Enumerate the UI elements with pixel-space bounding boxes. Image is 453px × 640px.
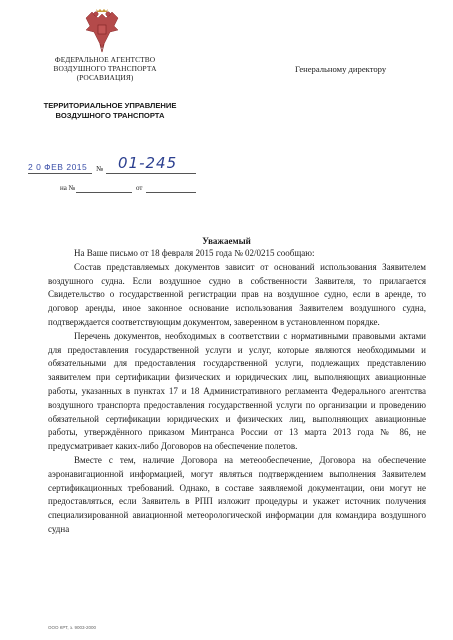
paragraph-documents: Состав представляемых документов зависит от оснований использования Заявителем воздушного судна. Если воздушное судно в собственности Заявителя, то прилагается Свидетельство о государственной регистрации прав на воздушное судно, если в аренде, то договор аренды, иное законное основание использования Заявителем воздушного судна, подтверждается соответствующим документом, заверенном в установленном порядке. — [48, 261, 426, 327]
greeting: Уважаемый — [202, 236, 251, 246]
territorial-line-2: ВОЗДУШНОГО ТРАНСПОРТА — [55, 111, 165, 120]
territorial-line-1: ТЕРРИТОРИАЛЬНОЕ УПРАВЛЕНИЕ — [43, 101, 177, 110]
number-underline — [106, 173, 196, 174]
territorial-department — [30, 101, 190, 121]
handwritten-outgoing-number: 01-245 — [118, 154, 178, 172]
date-underline — [28, 173, 92, 174]
letter-body — [48, 247, 426, 537]
reply-to-underline — [76, 192, 132, 193]
paragraph-list: Перечень документов, необходимых в соответствии с нормативными правовыми актами для предоставления государственной услуги и услуг, которые являются необходимыми и обязательными для предоставления государственной услуги, подлежащих представлению заявителем при сертификации физических и юридических лиц, выполняющих авиационные работы, указанных в пунктах 17 и 18 Административного регламента Федерального агентства воздушного транспорта предоставления государственной услуги по организации и проведению обязательной сертификации юридических и физических лиц, выполняющих авиационные работы, утверждённого приказом Минтранса России от 13 марта 2013 года № 86, не предусматривает каких-либо Договоров на обеспечение полетов. — [48, 330, 426, 452]
coat-of-arms-icon — [82, 8, 122, 54]
from-date-label: от — [136, 184, 143, 192]
addressee: Генеральному директору — [295, 64, 387, 74]
number-label: № — [96, 164, 104, 173]
agency-line-3: (РОСАВИАЦИЯ) — [76, 73, 134, 82]
agency-line-2: ВОЗДУШНОГО ТРАНСПОРТА — [53, 64, 157, 73]
form-footer: ООО КРТ, з. 9003-2000 — [48, 625, 97, 630]
from-date-underline — [146, 192, 196, 193]
registration-date-stamp: 2 0 ФЕВ 2015 — [28, 162, 88, 172]
paragraph-contracts: Вместе с тем, наличие Договора на метеообеспечение, Договора на обеспечение аэронавигационной информацией, могут являться подтверждением выполнения Заявителем сертификационных требований. Однако, в составе заявляемой документации, они могут не предоставляться, если Заявитель в РПП изложит процедуры и укажет источник получения специализированной авиационной метеорологической информации для командира воздушного судна — [48, 454, 426, 534]
paragraph-intro: На Ваше письмо от 18 февраля 2015 года № 02/0215 сообщаю: — [74, 248, 315, 258]
reply-to-label: на № — [60, 184, 76, 192]
agency-line-1: ФЕДЕРАЛЬНОЕ АГЕНТСТВО — [54, 55, 156, 64]
agency-name — [36, 55, 174, 82]
